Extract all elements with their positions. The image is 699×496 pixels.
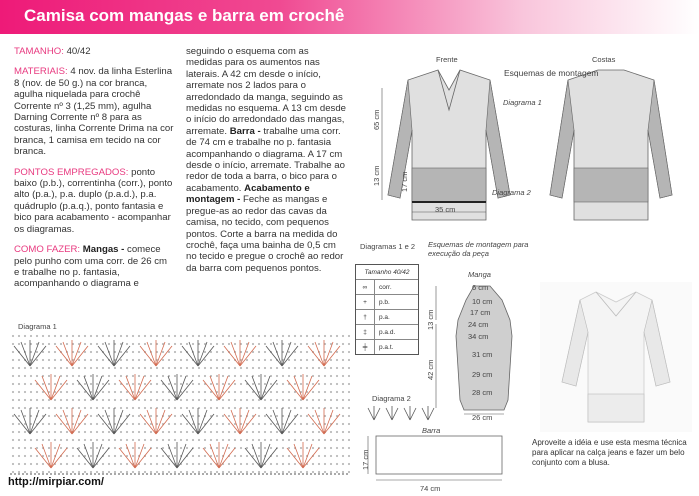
sleeve-width-28: 28 cm [472, 388, 493, 397]
symbol-row: + p.b. [356, 295, 418, 310]
size-label: TAMANHO: [14, 46, 64, 57]
symbol-row: ∞ corr. [356, 280, 418, 295]
symbol-row: † p.a. [356, 310, 418, 325]
schema-diagram2: Diagrama 2 [492, 188, 531, 197]
instructions-column [186, 46, 346, 274]
stitches-label: PONTOS EMPREGADOS: [14, 166, 129, 178]
symbol-legend-header: Tamanho 40/42 [356, 265, 418, 280]
sleeves-heading: Mangas - [82, 244, 125, 256]
photo-caption: Aproveite a idéia e use esta mesma técnica para aplicar na calça jeans e fazer um belo conjunto com a blusa. [532, 438, 687, 467]
barra-label: Barra [422, 426, 441, 435]
finishing-heading: Acabamento e montagem - [186, 182, 310, 206]
crochet-edging-diagram2 [364, 402, 438, 422]
measure-17: 17 cm [400, 171, 409, 192]
size-value: 40/42 [66, 46, 91, 57]
symbol-chain-icon: ∞ [356, 280, 375, 294]
title-bar [0, 0, 699, 34]
barra-schema [360, 432, 510, 488]
page-title: Camisa com mangas e barra em crochê [24, 6, 345, 25]
symbol-row: ‡ p.a.d. [356, 325, 418, 340]
symbol-sc-icon: + [356, 295, 375, 309]
back-label: Costas [592, 55, 616, 64]
measure-35: 35 cm [435, 205, 456, 214]
schema-title: Esquemas de montagem [504, 68, 599, 78]
materials-label: MATERIAIS: [14, 66, 68, 78]
symbol-tr-icon: ‡ [356, 325, 375, 339]
sleeve-width-34: 34 cm [468, 332, 489, 341]
sleeve-width-17: 17 cm [470, 308, 491, 317]
materials-column [14, 46, 174, 299]
symbol-row: ╪ p.a.t. [356, 340, 418, 354]
symbol-legend [355, 264, 419, 355]
materials-text: 4 nov. da linha Esterlina 8 (nov. de 50 g.) na cor branca, agulha niquelada para crochê Corrente nº 3 (1,25 mm), agulha Darning Corrente nº 8 para as costuras, linha Corrente Drima na cor branca, 1 camisa em tecido na cor branca. [14, 66, 174, 158]
measure-13: 13 cm [372, 165, 381, 186]
source-url[interactable]: http://mirpiar.com/ [8, 476, 104, 488]
sleeve-title: Manga [468, 270, 491, 279]
finishing-text: Feche as mangas e pregue-as ao redor das cavas da camisa, no tecido, com pequenos pontos. Corte a barra na medida do crochê, faça uma bainha de 0,5 cm no tecido e pregue o crochê ao redor da barra com pequenos pontos. [186, 194, 344, 274]
sleeve-height-42: 42 cm [426, 359, 435, 380]
front-label: Frente [436, 55, 458, 64]
sleeve-width-31: 31 cm [472, 350, 493, 359]
symbol-dtr-icon: ╪ [356, 340, 375, 354]
blouse-photo [540, 282, 692, 432]
diagram2-label: Diagrama 2 [372, 394, 411, 403]
crochet-chart-diagram1 [10, 332, 350, 478]
diagram1-label: Diagrama 1 [18, 322, 57, 331]
sleeve-height-13: 13 cm [426, 309, 435, 330]
symbol-dc-icon: † [356, 310, 375, 324]
instructions-text-1: seguindo o esquema com as medidas para os aumentos nas laterais. A 42 cm desde o início, arremate nos 2 lados para o arredondado da manga, seguindo as medidas no esquema. A 13 cm desde o início do arredondado das mangas, arremate. [186, 46, 346, 137]
measure-65: 65 cm [372, 109, 381, 130]
sleeve-width-24: 24 cm [468, 320, 489, 329]
sleeves-text: comece pelo punho com uma corr. de 26 cm e trabalhe no p. fantasia, acompanhando o diagrama e [14, 244, 168, 290]
schema-diagram1: Diagrama 1 [503, 98, 542, 107]
stitches-text: ponto baixo (p.b.), correntinha (corr.), ponto alto (p.a.), p.a. duplo (p.a.d.), p.a. quádruplo (p.a.q.), ponto fantasia e bico para acabamento - acompanhar os diagramas. [14, 166, 173, 235]
barra-height: 17 cm [361, 449, 370, 470]
sleeve-width-26: 26 cm [472, 413, 493, 422]
sleeve-width-29: 29 cm [472, 370, 493, 379]
sleeve-width-6: 6 cm [472, 283, 489, 292]
sleeve-width-10: 10 cm [472, 297, 493, 306]
sleeve-caption: Esquemas de montagem para execução da peça [428, 240, 529, 258]
barra-width: 74 cm [420, 484, 441, 493]
howto-label: COMO FAZER: [14, 244, 81, 256]
diagrams12-label: Diagramas 1 e 2 [360, 242, 416, 251]
barra-heading: Barra - [229, 125, 261, 137]
barra-text: trabalhe uma corr. de 74 cm e trabalhe no p. fantasia acompanhando o diagrama. A 17 cm desde o início, arremate. Trabalhe ao redor de toda a barra, o bico para o acabamento. [186, 125, 345, 194]
